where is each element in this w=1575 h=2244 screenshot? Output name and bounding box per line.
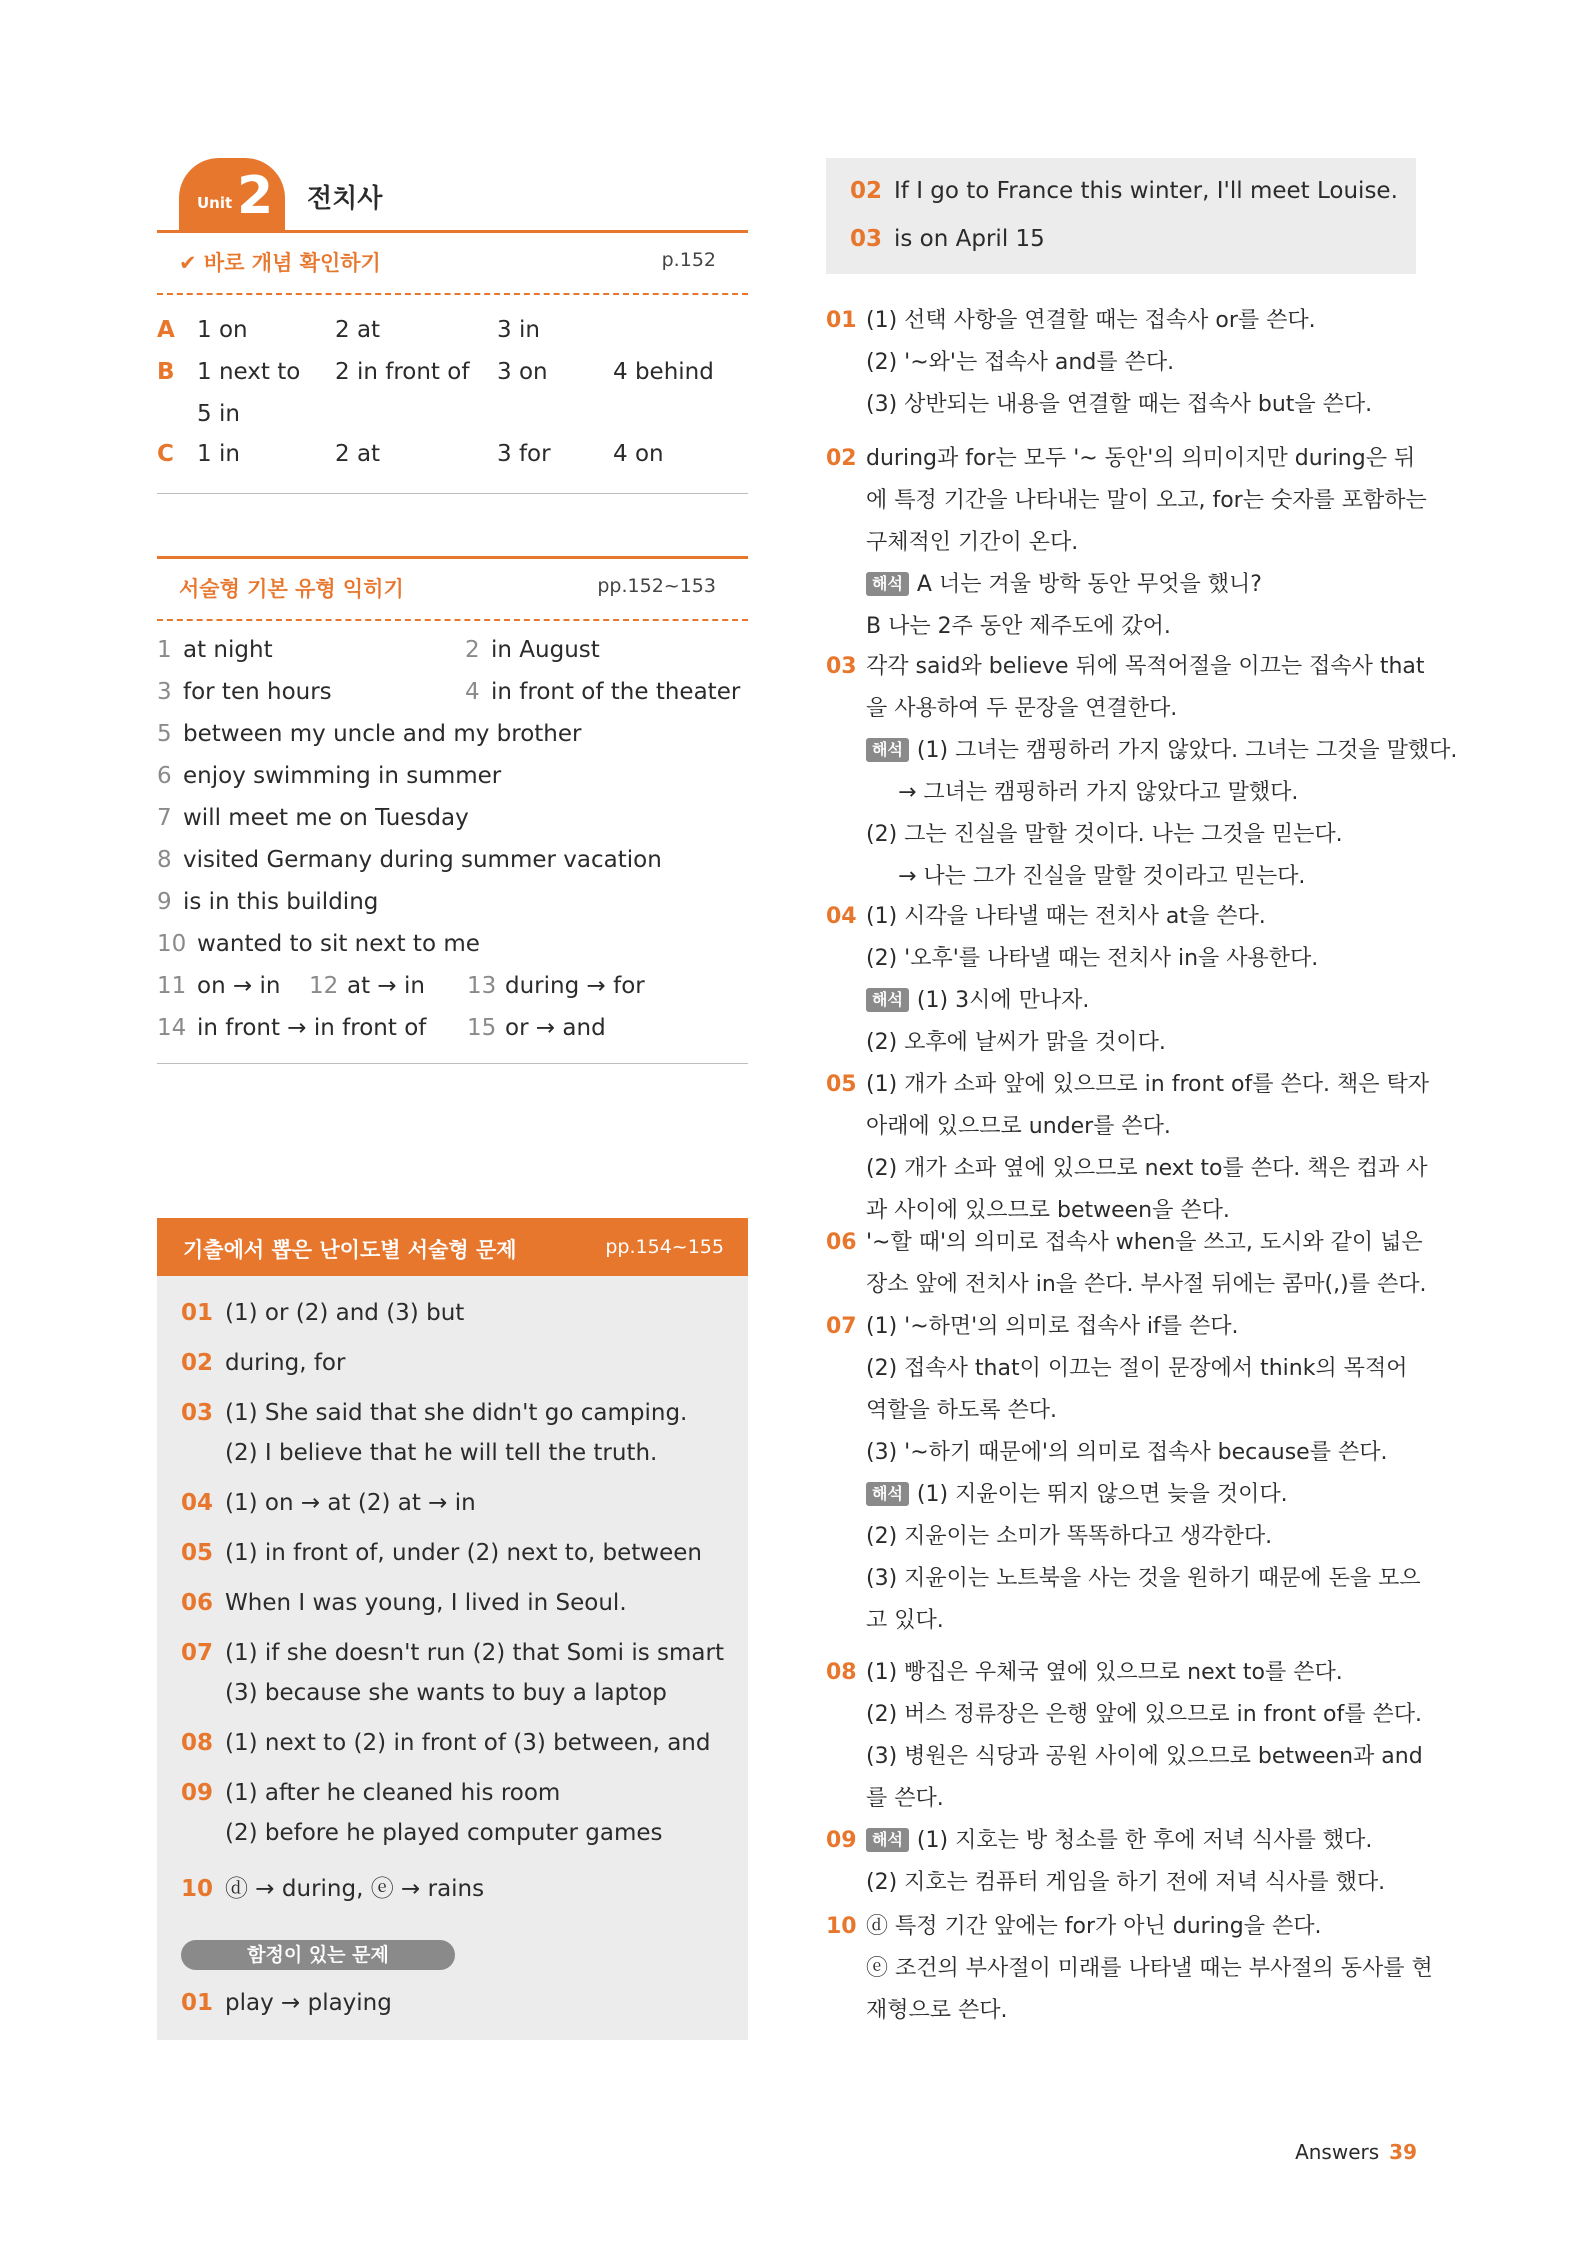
- explanation-text: 재형으로 쓴다.: [866, 1998, 1008, 2023]
- answer-item: [181, 1300, 464, 1326]
- divider: [157, 1063, 748, 1064]
- item-number: 03: [181, 1400, 214, 1426]
- item-number: 12: [309, 973, 339, 999]
- explanation-line: [826, 1736, 1426, 1778]
- explanation-line: [826, 772, 1426, 814]
- item-number: 1: [157, 637, 172, 663]
- answer-item: [181, 1590, 627, 1616]
- item-text: (1) if she doesn't run (2) that Somi is smart: [225, 1640, 724, 1666]
- row-letter: C: [157, 441, 174, 467]
- explanation-line: [826, 1432, 1426, 1474]
- explanation-text: 구체적인 기간이 온다.: [866, 530, 1079, 555]
- explanation-text: (3) 병원은 식당과 공원 사이에 있으므로 between과 and: [866, 1744, 1423, 1769]
- explanation-block: [826, 1820, 1426, 1904]
- explanation-text: (3) '~하기 때문에'의 의미로 접속사 because를 쓴다.: [866, 1440, 1388, 1465]
- item-number: 03: [850, 226, 883, 252]
- explanation-text: (1) '~하면'의 의미로 접속사 if를 쓴다.: [866, 1314, 1239, 1339]
- explanation-line: [826, 564, 1426, 606]
- unit-number: 2: [237, 166, 274, 226]
- section-b-page: pp.152~153: [597, 575, 716, 597]
- explanation-line: [826, 1862, 1426, 1904]
- list-item: [157, 799, 748, 841]
- explanation-line: [826, 1306, 1426, 1348]
- explanation-text: (1) 선택 사항을 연결할 때는 접속사 or를 쓴다.: [866, 308, 1316, 333]
- explanation-text: B 나는 2주 동안 제주도에 갔어.: [866, 614, 1171, 639]
- explanation-line: [826, 896, 1426, 938]
- item-text: in August: [491, 637, 600, 663]
- item-number: 01: [181, 1300, 214, 1326]
- explanation-line: [826, 856, 1426, 898]
- explanation-text: 아래에 있으므로 under를 쓴다.: [866, 1114, 1171, 1139]
- explanation-text: (2) 지윤이는 소미가 똑똑하다고 생각한다.: [866, 1524, 1273, 1549]
- explanation-text: A 너는 겨울 방학 동안 무엇을 했니?: [916, 572, 1262, 597]
- item-text: When I was young, I lived in Seoul.: [225, 1590, 627, 1616]
- explanation-text: 장소 앞에 전치사 in을 쓴다. 부사절 뒤에는 콤마(,)를 쓴다.: [866, 1272, 1427, 1297]
- explanation-number: 06: [826, 1230, 857, 1255]
- item-number: 07: [181, 1640, 214, 1666]
- list-item: [157, 925, 748, 967]
- explanation-text: 에 특정 기간을 나타내는 말이 오고, for는 숫자를 포함하는: [866, 488, 1427, 513]
- item-number: 7: [157, 805, 172, 831]
- item-text: (1) after he cleaned his room: [225, 1780, 561, 1806]
- explanation-text: (3) 상반되는 내용을 연결할 때는 접속사 but을 쓴다.: [866, 392, 1373, 417]
- explanation-text: 고 있다.: [866, 1608, 944, 1633]
- answer-item: 4 behind: [613, 359, 714, 385]
- explanation-line: [826, 1990, 1426, 2032]
- explanation-line: [826, 1222, 1426, 1264]
- explanation-text: '~할 때'의 의미로 접속사 when을 쓰고, 도시와 같이 넓은: [866, 1230, 1423, 1255]
- section-b-title: 서술형 기본 유형 익히기: [179, 577, 404, 601]
- item-number: 02: [850, 178, 883, 204]
- answer-item: 3 on: [497, 359, 548, 385]
- explanation-block: [826, 1222, 1426, 1306]
- answer-item-continued: (2) before he played computer games: [225, 1820, 663, 1846]
- right-answer-box: [826, 158, 1416, 274]
- list-item: [157, 883, 748, 925]
- explanation-line: [826, 1348, 1426, 1390]
- explanation-block: [826, 1064, 1429, 1232]
- item-number: 10: [181, 1876, 214, 1902]
- item-number: 8: [157, 847, 172, 873]
- item-number: 6: [157, 763, 172, 789]
- answer-item: 2 at: [335, 317, 381, 343]
- section-c-title: 기출에서 뽑은 난이도별 서술형 문제: [183, 1238, 517, 1262]
- explanation-line: [826, 1064, 1429, 1106]
- explanation-line: [826, 522, 1426, 564]
- item-text: in front of the theater: [491, 679, 741, 705]
- item-number: 10: [157, 931, 187, 957]
- answer-item: [181, 1640, 724, 1666]
- item-text: play → playing: [225, 1990, 392, 2016]
- answer-item: [181, 1730, 710, 1756]
- explanation-line: [826, 1106, 1426, 1148]
- explanation-text: (1) 3시에 만나자.: [916, 988, 1090, 1013]
- explanation-line: [826, 342, 1426, 384]
- explanation-text: (2) 그는 진실을 말할 것이다. 나는 그것을 믿는다.: [866, 822, 1343, 847]
- explanation-number: 02: [826, 446, 857, 471]
- unit-header: [157, 150, 748, 230]
- explanation-text: (2) '~와'는 접속사 and를 쓴다.: [866, 350, 1175, 375]
- explanation-number: 08: [826, 1660, 857, 1685]
- explanation-text: (2) 지호는 컴퓨터 게임을 하기 전에 저녁 식사를 했다.: [866, 1870, 1386, 1895]
- explanation-line: [826, 1264, 1426, 1306]
- list-item: [157, 715, 748, 757]
- item-text: during → for: [505, 973, 645, 999]
- unit-tab: [179, 158, 285, 230]
- explanation-number: 03: [826, 654, 857, 679]
- list-item: [157, 841, 748, 883]
- explanation-line: [826, 730, 1458, 772]
- explanation-text: 각각 said와 believe 뒤에 목적어절을 이끄는 접속사 that: [866, 654, 1425, 679]
- explanation-block: [826, 1306, 1426, 1642]
- answer-item: 3 in: [497, 317, 540, 343]
- item-text: enjoy swimming in summer: [183, 763, 502, 789]
- item-number: 11: [157, 973, 187, 999]
- answer-item: [181, 1490, 476, 1516]
- answer-item: [181, 1990, 392, 2016]
- explanation-block: [826, 896, 1426, 1064]
- explanation-line: [826, 980, 1426, 1022]
- explanation-block: [826, 646, 1458, 898]
- item-text: will meet me on Tuesday: [183, 805, 469, 831]
- item-text: (1) next to (2) in front of (3) between, and: [225, 1730, 711, 1756]
- answer-item: [181, 1780, 560, 1806]
- item-text: (1) or (2) and (3) but: [225, 1300, 465, 1326]
- list-item: [157, 967, 748, 1009]
- list-item: [157, 673, 748, 715]
- item-number: 01: [181, 1990, 214, 2016]
- answer-item: 1 next to: [197, 359, 301, 385]
- item-text: (1) on → at (2) at → in: [225, 1490, 476, 1516]
- item-number: 3: [157, 679, 172, 705]
- answer-item: [181, 1540, 702, 1566]
- explanation-text: → 그녀는 캠핑하러 가지 않았다고 말했다.: [898, 780, 1299, 805]
- section-a-title: ✔ 바로 개념 확인하기: [179, 251, 381, 275]
- answer-item: 5 in: [197, 401, 240, 427]
- page-number: 39: [1389, 2140, 1417, 2164]
- answer-row-a: [157, 309, 748, 351]
- item-number: 04: [181, 1490, 214, 1516]
- explanation-text: → 나는 그가 진실을 말할 것이라고 믿는다.: [898, 864, 1306, 889]
- item-number: 14: [157, 1015, 187, 1041]
- explanation-line: [826, 1474, 1426, 1516]
- item-text: (1) She said that she didn't go camping.: [225, 1400, 688, 1426]
- answer-item: 4 on: [613, 441, 664, 467]
- explanation-text: (2) 접속사 that이 이끄는 절이 문장에서 think의 목적어: [866, 1356, 1408, 1381]
- explanation-text: (2) 오후에 날씨가 맑을 것이다.: [866, 1030, 1166, 1055]
- answer-item: [850, 178, 1398, 204]
- explanation-line: [826, 606, 1426, 648]
- item-text: between my uncle and my brother: [183, 721, 582, 747]
- explanation-block: [826, 1906, 1433, 2032]
- list-item: [157, 1009, 748, 1051]
- list-item: [157, 631, 748, 673]
- item-text: at night: [183, 637, 273, 663]
- row-letter: B: [157, 359, 175, 385]
- unit-label: Unit: [197, 194, 233, 212]
- explanation-line: [826, 814, 1426, 856]
- explanation-text: ⓓ 특정 기간 앞에는 for가 아닌 during을 쓴다.: [866, 1914, 1322, 1939]
- translation-tag: 해석: [866, 572, 909, 596]
- explanation-line: [826, 688, 1426, 730]
- explanation-number: 01: [826, 308, 857, 333]
- answer-row-c: [157, 433, 748, 475]
- explanation-line: [826, 480, 1426, 522]
- item-number: 2: [465, 637, 480, 663]
- item-number: 09: [181, 1780, 214, 1806]
- item-text: visited Germany during summer vacation: [183, 847, 662, 873]
- item-text: If I go to France this winter, I'll meet Louise.: [894, 178, 1398, 204]
- item-text: on → in: [197, 973, 281, 999]
- item-text: is in this building: [183, 889, 379, 915]
- explanation-text: 역할을 하도록 쓴다.: [866, 1398, 1057, 1423]
- explanation-text: (2) 개가 소파 옆에 있으므로 next to를 쓴다. 책은 컵과 사: [866, 1156, 1428, 1181]
- explanation-line: [826, 438, 1426, 480]
- section-c-box: [157, 1218, 748, 2040]
- item-number: 05: [181, 1540, 214, 1566]
- section-a-header: [157, 233, 748, 293]
- page-footer: [1295, 2140, 1417, 2164]
- section-c-header: [157, 1218, 748, 1276]
- explanation-text: (1) 지호는 방 청소를 한 후에 저녁 식사를 했다.: [916, 1828, 1373, 1853]
- answer-item: [850, 226, 1045, 252]
- explanation-text: 를 쓴다.: [866, 1786, 944, 1811]
- explanation-line: [826, 938, 1426, 980]
- explanation-text: (2) 버스 정류장은 은행 앞에 있으므로 in front of를 쓴다.: [866, 1702, 1422, 1727]
- section-c-page: pp.154~155: [605, 1236, 724, 1258]
- item-number: 08: [181, 1730, 214, 1756]
- explanation-block: [826, 300, 1426, 426]
- item-text: ⓓ → during, ⓔ → rains: [225, 1876, 485, 1902]
- explanation-number: 07: [826, 1314, 857, 1339]
- translation-tag: 해석: [866, 1482, 909, 1506]
- explanation-block: [826, 1652, 1426, 1820]
- explanation-line: [826, 1558, 1426, 1600]
- explanation-text: (1) 지윤이는 뛰지 않으면 늦을 것이다.: [916, 1482, 1288, 1507]
- explanation-text: (3) 지윤이는 노트북을 사는 것을 원하기 때문에 돈을 모으: [866, 1566, 1421, 1591]
- explanation-text: (1) 그녀는 캠핑하러 가지 않았다. 그녀는 그것을 말했다.: [916, 738, 1458, 763]
- explanation-line: [826, 1948, 1433, 1990]
- explanation-block: [826, 438, 1426, 648]
- left-column: [157, 150, 748, 1064]
- answer-item: 2 in front of: [335, 359, 470, 385]
- explanation-text: (1) 시각을 나타낼 때는 전치사 at을 쓴다.: [866, 904, 1266, 929]
- explanation-line: [826, 1778, 1426, 1820]
- item-text: in front → in front of: [197, 1015, 427, 1041]
- explanation-number: 09: [826, 1828, 857, 1853]
- explanation-line: [826, 1820, 1426, 1862]
- item-number: 06: [181, 1590, 214, 1616]
- explanation-line: [826, 1600, 1426, 1642]
- item-text: is on April 15: [894, 226, 1045, 252]
- answer-item: [181, 1350, 345, 1376]
- section-b-header: [157, 559, 748, 619]
- item-text: at → in: [347, 973, 425, 999]
- section-a-page: p.152: [661, 249, 716, 271]
- unit-title: 전치사: [307, 184, 383, 214]
- footer-label: Answers: [1295, 2140, 1380, 2164]
- explanation-line: [826, 1694, 1426, 1736]
- item-text: for ten hours: [183, 679, 332, 705]
- item-number: 9: [157, 889, 172, 915]
- explanation-line: [826, 1022, 1426, 1064]
- item-text: during, for: [225, 1350, 346, 1376]
- explanation-line: [826, 300, 1426, 342]
- explanation-text: during과 for는 모두 '~ 동안'의 의미이지만 during은 뒤: [866, 446, 1416, 471]
- list-item: [157, 757, 748, 799]
- answer-item: 1 on: [197, 317, 248, 343]
- explanation-line: [826, 646, 1426, 688]
- item-text: (1) in front of, under (2) next to, between: [225, 1540, 702, 1566]
- answer-item-continued: (2) I believe that he will tell the truth.: [225, 1440, 658, 1466]
- trap-question-badge: 함정이 있는 문제: [181, 1940, 455, 1970]
- translation-tag: 해석: [866, 1828, 909, 1852]
- explanation-line: [826, 1390, 1426, 1432]
- answer-item: 1 in: [197, 441, 240, 467]
- explanation-text: 과 사이에 있으므로 between을 쓴다.: [866, 1198, 1230, 1223]
- translation-tag: 해석: [866, 988, 909, 1012]
- translation-tag: 해석: [866, 738, 909, 762]
- explanation-number: 04: [826, 904, 857, 929]
- item-number: 02: [181, 1350, 214, 1376]
- answer-item-continued: (3) because she wants to buy a laptop: [225, 1680, 667, 1706]
- explanation-line: [826, 1652, 1426, 1694]
- answer-item: [181, 1400, 687, 1426]
- answer-item: 2 at: [335, 441, 381, 467]
- item-number: 13: [467, 973, 497, 999]
- item-number: 4: [465, 679, 480, 705]
- explanation-line: [826, 1148, 1426, 1190]
- item-text: wanted to sit next to me: [197, 931, 480, 957]
- item-number: 15: [467, 1015, 497, 1041]
- explanation-text: (2) '오후'를 나타낼 때는 전치사 in을 사용한다.: [866, 946, 1319, 971]
- explanation-line: [826, 1906, 1426, 1948]
- explanation-line: [826, 1516, 1426, 1558]
- explanation-text: ⓔ 조건의 부사절이 미래를 나타낼 때는 부사절의 동사를 현: [866, 1956, 1433, 1981]
- row-letter: A: [157, 317, 175, 343]
- answer-item: 3 for: [497, 441, 551, 467]
- item-number: 5: [157, 721, 172, 747]
- explanation-number: 05: [826, 1072, 857, 1097]
- explanation-number: 10: [826, 1914, 857, 1939]
- answer-row-b: [157, 351, 748, 433]
- answer-item: [181, 1870, 484, 1903]
- explanation-text: (1) 빵집은 우체국 옆에 있으므로 next to를 쓴다.: [866, 1660, 1343, 1685]
- explanation-text: (1) 개가 소파 앞에 있으므로 in front of를 쓴다. 책은 탁자: [866, 1072, 1429, 1097]
- item-text: or → and: [505, 1015, 606, 1041]
- explanation-line: [826, 384, 1426, 426]
- explanation-text: 을 사용하여 두 문장을 연결한다.: [866, 696, 1178, 721]
